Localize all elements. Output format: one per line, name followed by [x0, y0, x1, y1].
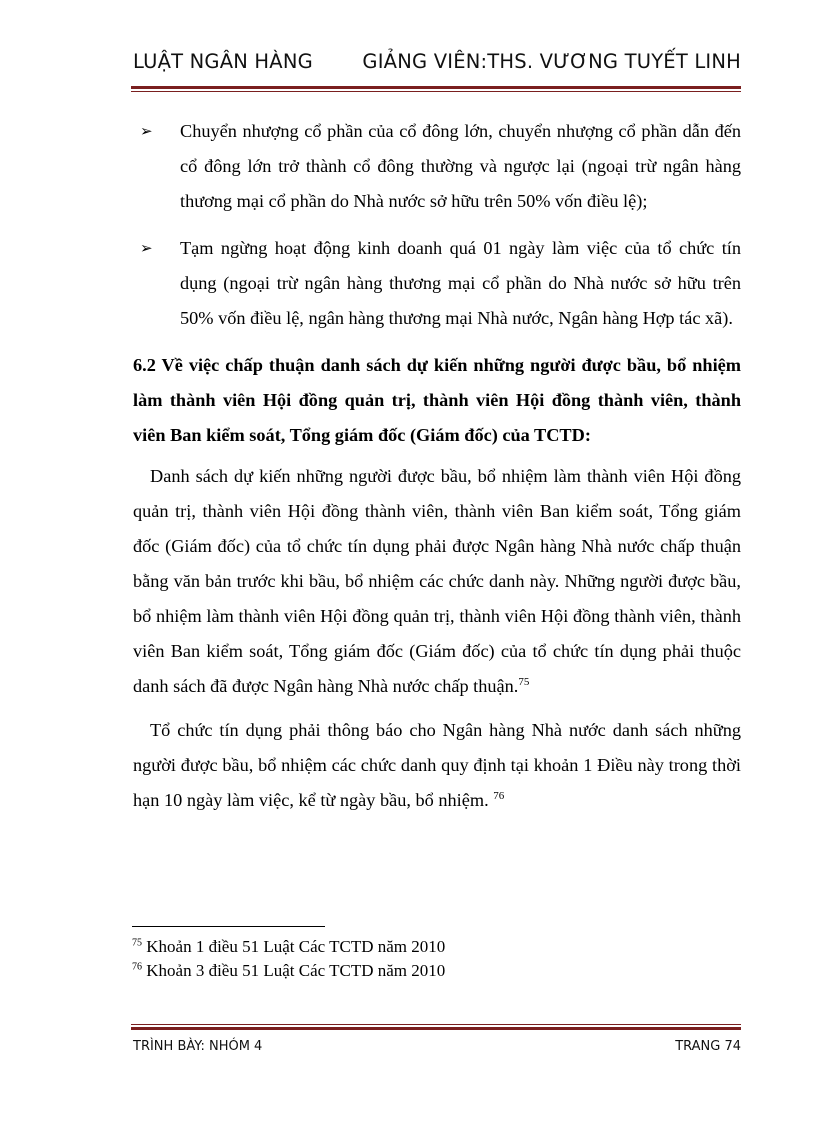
footnote-number: 76	[132, 961, 142, 973]
page-number: TRANG 74	[675, 1039, 741, 1054]
header-rule	[131, 86, 741, 92]
bullet-item	[140, 114, 741, 219]
footer-rule	[131, 1024, 741, 1030]
header-course-title: LUẬT NGÂN HÀNG	[133, 50, 313, 73]
page-body	[133, 114, 741, 827]
body-paragraph	[133, 713, 741, 818]
header-lecturer: GIẢNG VIÊN:THS. VƯƠNG TUYẾT LINH	[362, 50, 741, 73]
footnote-item	[132, 935, 732, 959]
section-heading: 6.2 Về việc chấp thuận danh sách dự kiến những người được bầu, bổ nhiệm làm thành viên Hội đồng quản trị, thành viên Hội đồng thành viên, thành viên Ban kiểm soát, Tổng giám đốc (Giám đốc) của TCTD:	[133, 355, 741, 445]
footer-presenter: TRÌNH BÀY: NHÓM 4	[133, 1039, 263, 1054]
bullet-text: Chuyển nhượng cổ phần của cổ đông lớn, chuyển nhượng cổ phần dẫn đến cổ đông lớn trở thành cổ đông thường và ngược lại (ngoại trừ ngân hàng thương mại cổ phần do Nhà nước sở hữu trên 50% vốn điều lệ);	[180, 121, 741, 211]
footnotes	[132, 935, 732, 983]
arrow-bullet-icon: ➢	[140, 122, 153, 140]
paragraph-text: Danh sách dự kiến những người được bầu, bổ nhiệm làm thành viên Hội đồng quản trị, thành viên Hội đồng thành viên, thành viên Ban kiểm soát, Tổng giám đốc (Giám đốc) của tổ chức tín dụng phải được Ngân hàng Nhà nước chấp thuận bằng văn bản trước khi bầu, bổ nhiệm các chức danh này. Những người được bầu, bổ nhiệm làm thành viên Hội đồng quản trị, thành viên Hội đồng thành viên, thành viên Ban kiểm soát, Tổng giám đốc (Giám đốc) của tổ chức tín dụng phải thuộc danh sách đã được Ngân hàng Nhà nước chấp thuận.	[133, 466, 741, 696]
footnote-number: 75	[132, 937, 142, 949]
bullet-item	[140, 231, 741, 336]
footnote-separator	[132, 926, 325, 927]
footnote-ref[interactable]: 76	[493, 789, 505, 802]
arrow-bullet-icon: ➢	[140, 239, 153, 257]
footnote-ref[interactable]: 75	[518, 675, 530, 688]
bullet-text: Tạm ngừng hoạt động kinh doanh quá 01 ngày làm việc của tổ chức tín dụng (ngoại trừ ngân hàng thương mại cổ phần do Nhà nước sở hữu trên 50% vốn điều lệ, ngân hàng thương mại Nhà nước, Ngân hàng Hợp tác xã).	[180, 238, 741, 328]
footnote-text: Khoản 1 điều 51 Luật Các TCTD năm 2010	[146, 937, 446, 956]
paragraph-text: Tổ chức tín dụng phải thông báo cho Ngân hàng Nhà nước danh sách những người được bầu, bổ nhiệm các chức danh quy định tại khoản 1 Điều này trong thời hạn 10 ngày làm việc, kể từ ngày bầu, bổ nhiệm.	[133, 720, 741, 810]
footnote-text: Khoản 3 điều 51 Luật Các TCTD năm 2010	[146, 961, 446, 980]
page-header	[133, 50, 741, 73]
page-footer	[133, 1039, 741, 1054]
body-paragraph	[133, 459, 741, 704]
footnote-item	[132, 959, 732, 983]
